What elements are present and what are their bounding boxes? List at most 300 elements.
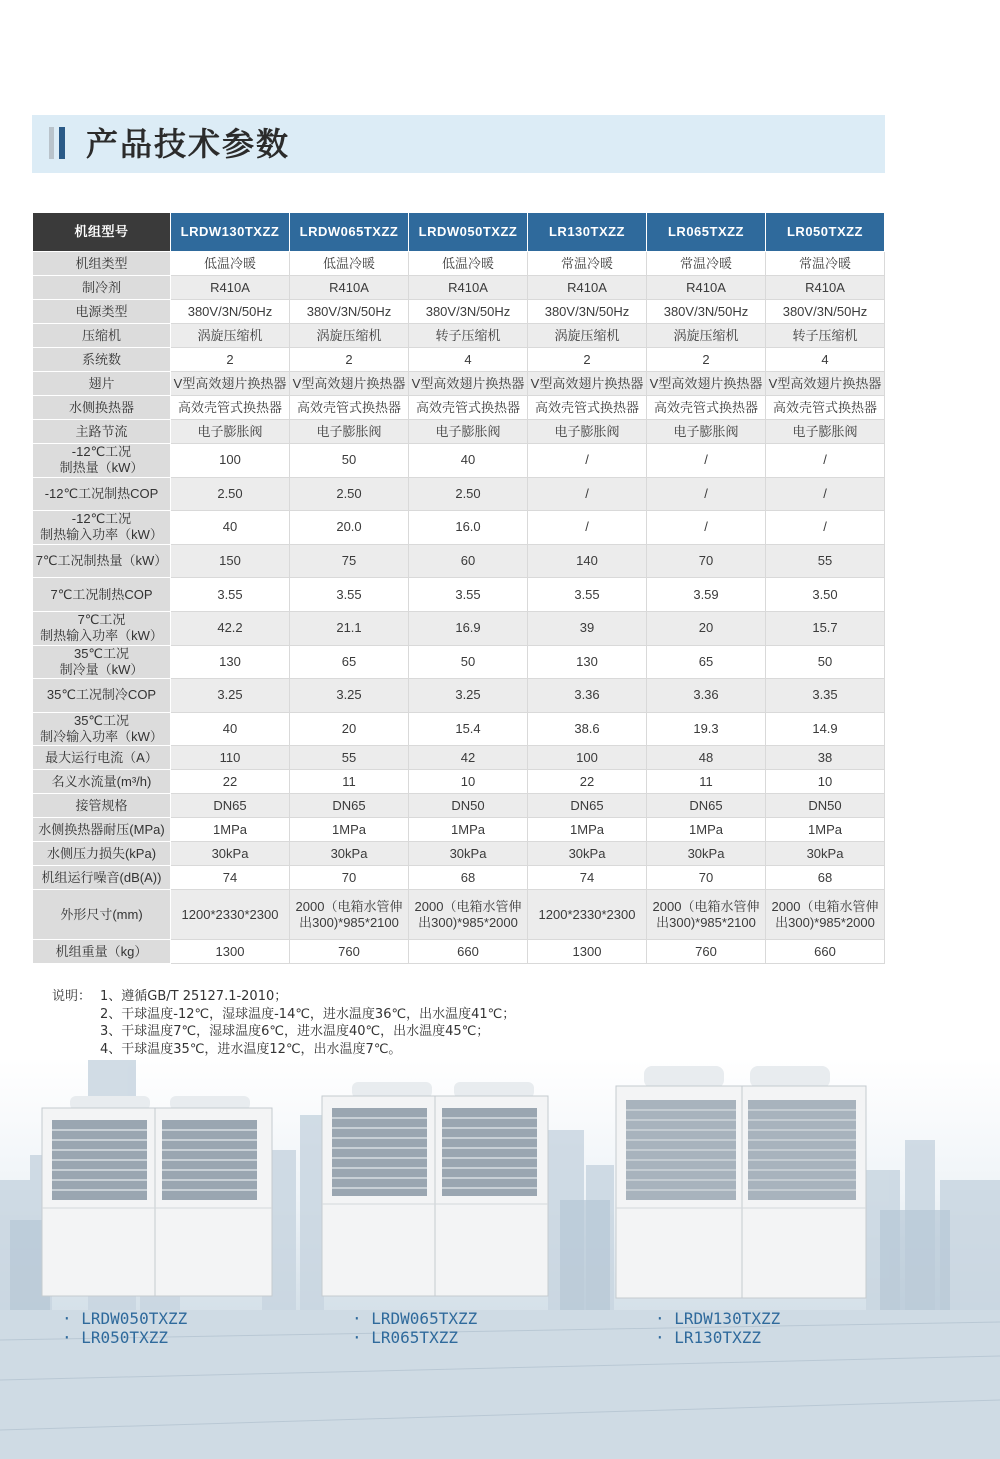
unit-caption-3 xyxy=(655,1309,780,1347)
table-row xyxy=(33,679,885,713)
row-label xyxy=(33,348,171,372)
row-label-text: 翅片 xyxy=(88,375,115,391)
row-label-text: 系统数 xyxy=(81,351,121,367)
cell-value: 380V/3N/50Hz xyxy=(663,303,749,319)
table-cell xyxy=(290,324,409,348)
row-label xyxy=(33,372,171,396)
row-label-text: 水侧压力损失(kPa) xyxy=(46,845,157,861)
row-label-text: 水侧换热器 xyxy=(68,399,134,415)
table-cell xyxy=(766,890,885,940)
row-label xyxy=(33,300,171,324)
table-cell xyxy=(528,324,647,348)
table-cell xyxy=(290,645,409,679)
table-cell xyxy=(528,477,647,511)
table-cell xyxy=(409,866,528,890)
model-header: LR130TXZZ xyxy=(528,213,647,252)
table-cell xyxy=(171,890,290,940)
table-cell xyxy=(647,866,766,890)
table-row xyxy=(33,818,885,842)
table-cell xyxy=(290,746,409,770)
cell-value: 30kPa xyxy=(330,845,368,861)
table-cell xyxy=(647,252,766,276)
table-cell xyxy=(409,477,528,511)
cell-value: 150 xyxy=(219,553,241,569)
cell-value: 电子膨胀阀 xyxy=(554,423,620,439)
table-cell xyxy=(290,770,409,794)
table-cell xyxy=(647,578,766,612)
table-cell xyxy=(290,611,409,645)
table-cell xyxy=(766,396,885,420)
table-cell xyxy=(528,818,647,842)
table-cell xyxy=(171,712,290,746)
table-cell xyxy=(171,511,290,545)
cell-value: 19.3 xyxy=(693,721,719,737)
table-cell xyxy=(528,372,647,396)
notes-label: 说明： xyxy=(52,989,92,1004)
cell-value: 55 xyxy=(817,553,833,569)
table-cell xyxy=(766,866,885,890)
cell-value: 电子膨胀阀 xyxy=(673,423,739,439)
row-label-text: 35℃工况 制冷量（kW） xyxy=(59,645,144,677)
table-cell xyxy=(171,940,290,964)
title-accent-bar-dark xyxy=(59,127,65,159)
spec-table xyxy=(32,212,885,964)
cell-value: 20 xyxy=(341,721,357,737)
cell-value: 40 xyxy=(222,721,238,737)
table-cell xyxy=(290,866,409,890)
product-showcase xyxy=(0,1060,1000,1459)
model-header: LRDW065TXZZ xyxy=(290,213,409,252)
table-cell xyxy=(766,544,885,578)
cell-value: R410A xyxy=(329,279,369,295)
table-cell xyxy=(290,396,409,420)
table-row xyxy=(33,544,885,578)
table-cell xyxy=(409,770,528,794)
table-cell xyxy=(171,276,290,300)
row-label-text: 7℃工况制热量（kW） xyxy=(35,553,168,569)
table-cell xyxy=(171,866,290,890)
cell-value: 100 xyxy=(576,749,598,765)
cell-value: 70 xyxy=(341,869,357,885)
model-header: LR050TXZZ xyxy=(766,213,885,252)
cell-value: 60 xyxy=(460,553,476,569)
row-label-text: 7℃工况 制热输入功率（kW） xyxy=(40,612,163,644)
cell-value: DN65 xyxy=(213,797,247,813)
cell-value: 1300 xyxy=(215,943,245,959)
table-cell xyxy=(409,890,528,940)
cell-value: 1MPa xyxy=(689,821,723,837)
cell-value: R410A xyxy=(210,279,250,295)
table-cell xyxy=(290,940,409,964)
cell-value: 380V/3N/50Hz xyxy=(306,303,392,319)
cell-value: 660 xyxy=(814,943,836,959)
cell-value: 14.9 xyxy=(812,721,838,737)
table-cell xyxy=(171,420,290,444)
table-cell xyxy=(409,818,528,842)
cell-value: 1MPa xyxy=(570,821,604,837)
table-corner-header: 机组型号 xyxy=(33,213,171,252)
table-cell xyxy=(171,324,290,348)
page-title: 产品技术参数 xyxy=(86,125,291,163)
row-label-text: 机组运行噪音(dB(A)) xyxy=(41,869,162,885)
cell-value: 常温冷暖 xyxy=(798,255,851,271)
row-label xyxy=(33,818,171,842)
row-label-text: 名义水流量(m³/h) xyxy=(51,773,152,789)
row-label xyxy=(33,611,171,645)
cell-value: 30kPa xyxy=(687,845,725,861)
table-cell xyxy=(290,420,409,444)
table-row xyxy=(33,252,885,276)
cell-value: 21.1 xyxy=(336,620,362,636)
cell-value: 常温冷暖 xyxy=(679,255,732,271)
table-row xyxy=(33,794,885,818)
cell-value: 380V/3N/50Hz xyxy=(187,303,273,319)
table-cell xyxy=(647,300,766,324)
table-cell xyxy=(171,252,290,276)
table-cell xyxy=(528,940,647,964)
cell-value: 50 xyxy=(817,653,833,669)
table-cell xyxy=(290,679,409,713)
table-cell xyxy=(766,300,885,324)
cell-value: V型高效翅片换热器 xyxy=(173,375,287,391)
row-label xyxy=(33,396,171,420)
row-label-text: 压缩机 xyxy=(81,327,121,343)
table-row xyxy=(33,444,885,478)
table-row xyxy=(33,420,885,444)
table-cell xyxy=(171,746,290,770)
table-cell xyxy=(290,444,409,478)
note-line: 2、干球温度-12℃，湿球温度-14℃，进水温度36℃，出水温度41℃； xyxy=(100,1006,516,1022)
row-label-text: 最大运行电流（A） xyxy=(45,749,158,765)
table-cell xyxy=(409,611,528,645)
table-cell xyxy=(766,940,885,964)
model-header: LRDW050TXZZ xyxy=(409,213,528,252)
cell-value: 2000（电箱水管伸 出300)*985*2000 xyxy=(771,898,879,930)
cell-value: 48 xyxy=(698,749,714,765)
table-cell xyxy=(290,578,409,612)
table-cell xyxy=(528,611,647,645)
cell-value: 68 xyxy=(817,869,833,885)
cell-value: 低温冷暖 xyxy=(203,255,256,271)
table-row xyxy=(33,578,885,612)
cell-value: 2 xyxy=(226,351,234,367)
cell-value: 高效壳管式换热器 xyxy=(296,399,401,415)
cell-value: 16.0 xyxy=(455,519,481,535)
cell-value: 1MPa xyxy=(451,821,485,837)
table-cell xyxy=(409,842,528,866)
table-cell xyxy=(409,712,528,746)
table-row xyxy=(33,746,885,770)
table-cell xyxy=(171,477,290,511)
table-cell xyxy=(409,324,528,348)
table-cell xyxy=(528,578,647,612)
cell-value: 10 xyxy=(817,773,833,789)
cell-value: 高效壳管式换热器 xyxy=(177,399,282,415)
table-cell xyxy=(290,477,409,511)
cell-value: 3.59 xyxy=(693,586,719,602)
cell-value: 3.25 xyxy=(217,687,243,703)
table-cell xyxy=(290,300,409,324)
table-cell xyxy=(409,276,528,300)
table-cell xyxy=(409,348,528,372)
table-cell xyxy=(528,276,647,300)
table-cell xyxy=(290,890,409,940)
cell-value: R410A xyxy=(567,279,607,295)
note-text: 1、遵循GB/T 25127.1-2010； xyxy=(100,989,288,1004)
table-cell xyxy=(528,645,647,679)
cell-value: DN65 xyxy=(332,797,366,813)
table-cell xyxy=(409,746,528,770)
cell-value: 3.36 xyxy=(693,687,719,703)
cell-value: / xyxy=(704,485,708,501)
table-cell xyxy=(528,890,647,940)
table-cell xyxy=(647,890,766,940)
row-label xyxy=(33,252,171,276)
table-row xyxy=(33,477,885,511)
cell-value: 2 xyxy=(702,351,710,367)
cell-value: 74 xyxy=(222,869,238,885)
caption-line: · LR130TXZZ xyxy=(655,1328,761,1347)
table-cell xyxy=(647,712,766,746)
table-cell xyxy=(528,866,647,890)
table-cell xyxy=(528,746,647,770)
table-cell xyxy=(171,396,290,420)
table-cell xyxy=(766,420,885,444)
table-row xyxy=(33,645,885,679)
table-cell xyxy=(290,276,409,300)
cell-value: 380V/3N/50Hz xyxy=(425,303,511,319)
table-cell xyxy=(647,444,766,478)
table-cell xyxy=(171,818,290,842)
table-cell xyxy=(171,578,290,612)
row-label-text: -12℃工况 制热输入功率（kW） xyxy=(40,511,163,543)
cell-value: / xyxy=(585,519,589,535)
table-cell xyxy=(528,712,647,746)
cell-value: 11 xyxy=(342,773,356,789)
cell-value: 2.50 xyxy=(217,485,243,501)
table-cell xyxy=(647,324,766,348)
cell-value: 1300 xyxy=(572,943,602,959)
cell-value: 70 xyxy=(698,869,714,885)
note-line xyxy=(52,988,515,1006)
table-cell xyxy=(647,420,766,444)
table-cell xyxy=(171,679,290,713)
cell-value: V型高效翅片换热器 xyxy=(768,375,882,391)
row-label-text: 主路节流 xyxy=(75,423,128,439)
cell-value: 40 xyxy=(222,519,238,535)
table-row xyxy=(33,866,885,890)
cell-value: 3.25 xyxy=(336,687,362,703)
cell-value: 电子膨胀阀 xyxy=(197,423,263,439)
section-title-band xyxy=(32,115,885,173)
table-cell xyxy=(766,842,885,866)
note-line: 3、干球温度7℃，湿球温度6℃，进水温度40℃，出水温度45℃； xyxy=(100,1024,490,1039)
cell-value: R410A xyxy=(448,279,488,295)
cell-value: 2 xyxy=(345,351,353,367)
cell-value: / xyxy=(704,452,708,468)
cell-value: 110 xyxy=(219,749,241,765)
row-label-text: 外形尺寸(mm) xyxy=(60,906,143,922)
cell-value: 42.2 xyxy=(217,620,243,636)
table-row xyxy=(33,940,885,964)
unit-image-lrdw130 xyxy=(612,1062,877,1302)
table-cell xyxy=(171,770,290,794)
cell-value: 10 xyxy=(460,773,476,789)
cell-value: V型高效翅片换热器 xyxy=(649,375,763,391)
caption-line: · LRDW130TXZZ xyxy=(655,1309,781,1328)
table-cell xyxy=(171,611,290,645)
table-cell xyxy=(766,444,885,478)
cell-value: 2000（电箱水管伸 出300)*985*2100 xyxy=(295,898,403,930)
row-label-text: 35℃工况 制冷输入功率（kW） xyxy=(40,713,163,745)
table-cell xyxy=(290,372,409,396)
cell-value: 50 xyxy=(460,653,476,669)
title-accent-bar-light xyxy=(49,127,54,159)
cell-value: 22 xyxy=(579,773,595,789)
table-cell xyxy=(528,396,647,420)
cell-value: 20.0 xyxy=(336,519,362,535)
cell-value: 3.35 xyxy=(812,687,838,703)
caption-line: · LRDW065TXZZ xyxy=(352,1309,478,1328)
cell-value: 高效壳管式换热器 xyxy=(653,399,758,415)
cell-value: 3.50 xyxy=(812,586,838,602)
table-row xyxy=(33,396,885,420)
cell-value: 15.4 xyxy=(455,721,481,737)
table-cell xyxy=(766,818,885,842)
cell-value: 3.55 xyxy=(217,586,243,602)
row-label xyxy=(33,276,171,300)
cell-value: 30kPa xyxy=(568,845,606,861)
cell-value: 4 xyxy=(464,351,472,367)
table-cell xyxy=(528,842,647,866)
table-cell xyxy=(766,324,885,348)
table-row xyxy=(33,348,885,372)
cell-value: V型高效翅片换热器 xyxy=(530,375,644,391)
table-cell xyxy=(766,645,885,679)
table-row xyxy=(33,890,885,940)
table-row xyxy=(33,300,885,324)
row-label xyxy=(33,770,171,794)
cell-value: R410A xyxy=(805,279,845,295)
cell-value: DN50 xyxy=(808,797,842,813)
table-cell xyxy=(290,794,409,818)
table-cell xyxy=(290,712,409,746)
table-header-row xyxy=(33,213,885,252)
table-cell xyxy=(766,511,885,545)
table-cell xyxy=(647,645,766,679)
row-label-text: 机组重量（kg） xyxy=(55,943,148,959)
row-label-text: 机组类型 xyxy=(75,255,128,271)
table-cell xyxy=(409,544,528,578)
cell-value: / xyxy=(585,485,589,501)
cell-value: 3.55 xyxy=(336,586,362,602)
cell-value: 68 xyxy=(460,869,476,885)
cell-value: 高效壳管式换热器 xyxy=(534,399,639,415)
cell-value: 65 xyxy=(341,653,357,669)
cell-value: 65 xyxy=(698,653,714,669)
table-cell xyxy=(766,679,885,713)
cell-value: 常温冷暖 xyxy=(560,255,613,271)
cell-value: / xyxy=(585,452,589,468)
row-label-text: 水侧换热器耐压(MPa) xyxy=(38,821,165,837)
model-header: LR065TXZZ xyxy=(647,213,766,252)
table-cell xyxy=(766,712,885,746)
cell-value: 3.25 xyxy=(455,687,481,703)
cell-value: 涡旋压缩机 xyxy=(554,327,620,343)
cell-value: 22 xyxy=(222,773,238,789)
cell-value: 70 xyxy=(698,553,714,569)
unit-caption-1 xyxy=(62,1309,187,1347)
table-cell xyxy=(766,794,885,818)
cell-value: 电子膨胀阀 xyxy=(316,423,382,439)
table-cell xyxy=(528,794,647,818)
cell-value: 15.7 xyxy=(812,620,838,636)
row-label-text: 接管规格 xyxy=(75,797,128,813)
table-cell xyxy=(528,511,647,545)
table-cell xyxy=(409,372,528,396)
table-cell xyxy=(647,544,766,578)
table-cell xyxy=(766,477,885,511)
cell-value: 涡旋压缩机 xyxy=(673,327,739,343)
table-cell xyxy=(647,940,766,964)
table-cell xyxy=(409,444,528,478)
row-label xyxy=(33,544,171,578)
table-cell xyxy=(647,477,766,511)
table-cell xyxy=(290,252,409,276)
cell-value: 3.55 xyxy=(455,586,481,602)
cell-value: / xyxy=(823,452,827,468)
cell-value: 380V/3N/50Hz xyxy=(782,303,868,319)
cell-value: 2 xyxy=(583,351,591,367)
cell-value: / xyxy=(704,519,708,535)
table-row xyxy=(33,842,885,866)
table-cell xyxy=(766,611,885,645)
table-cell xyxy=(766,252,885,276)
cell-value: 16.9 xyxy=(455,620,481,636)
cell-value: 4 xyxy=(821,351,829,367)
table-cell xyxy=(766,372,885,396)
note-line: 4、干球温度35℃，进水温度12℃，出水温度7℃。 xyxy=(100,1041,402,1057)
cell-value: 2000（电箱水管伸 出300)*985*2100 xyxy=(652,898,760,930)
cell-value: 660 xyxy=(457,943,479,959)
row-label xyxy=(33,444,171,478)
table-cell xyxy=(647,276,766,300)
cell-value: 1MPa xyxy=(332,821,366,837)
row-label xyxy=(33,794,171,818)
row-label xyxy=(33,578,171,612)
row-label xyxy=(33,324,171,348)
cell-value: 42 xyxy=(460,749,476,765)
cell-value: 3.36 xyxy=(574,687,600,703)
row-label xyxy=(33,645,171,679)
cell-value: 2.50 xyxy=(336,485,362,501)
cell-value: 380V/3N/50Hz xyxy=(544,303,630,319)
table-cell xyxy=(409,511,528,545)
cell-value: 涡旋压缩机 xyxy=(316,327,382,343)
cell-value: V型高效翅片换热器 xyxy=(292,375,406,391)
cell-value: 760 xyxy=(695,943,717,959)
table-cell xyxy=(290,818,409,842)
cell-value: 转子压缩机 xyxy=(792,327,858,343)
table-cell xyxy=(647,770,766,794)
table-cell xyxy=(766,746,885,770)
table-cell xyxy=(409,578,528,612)
cell-value: 30kPa xyxy=(211,845,249,861)
table-cell xyxy=(171,444,290,478)
table-cell xyxy=(528,420,647,444)
row-label xyxy=(33,940,171,964)
row-label-text: 7℃工况制热COP xyxy=(50,586,153,602)
